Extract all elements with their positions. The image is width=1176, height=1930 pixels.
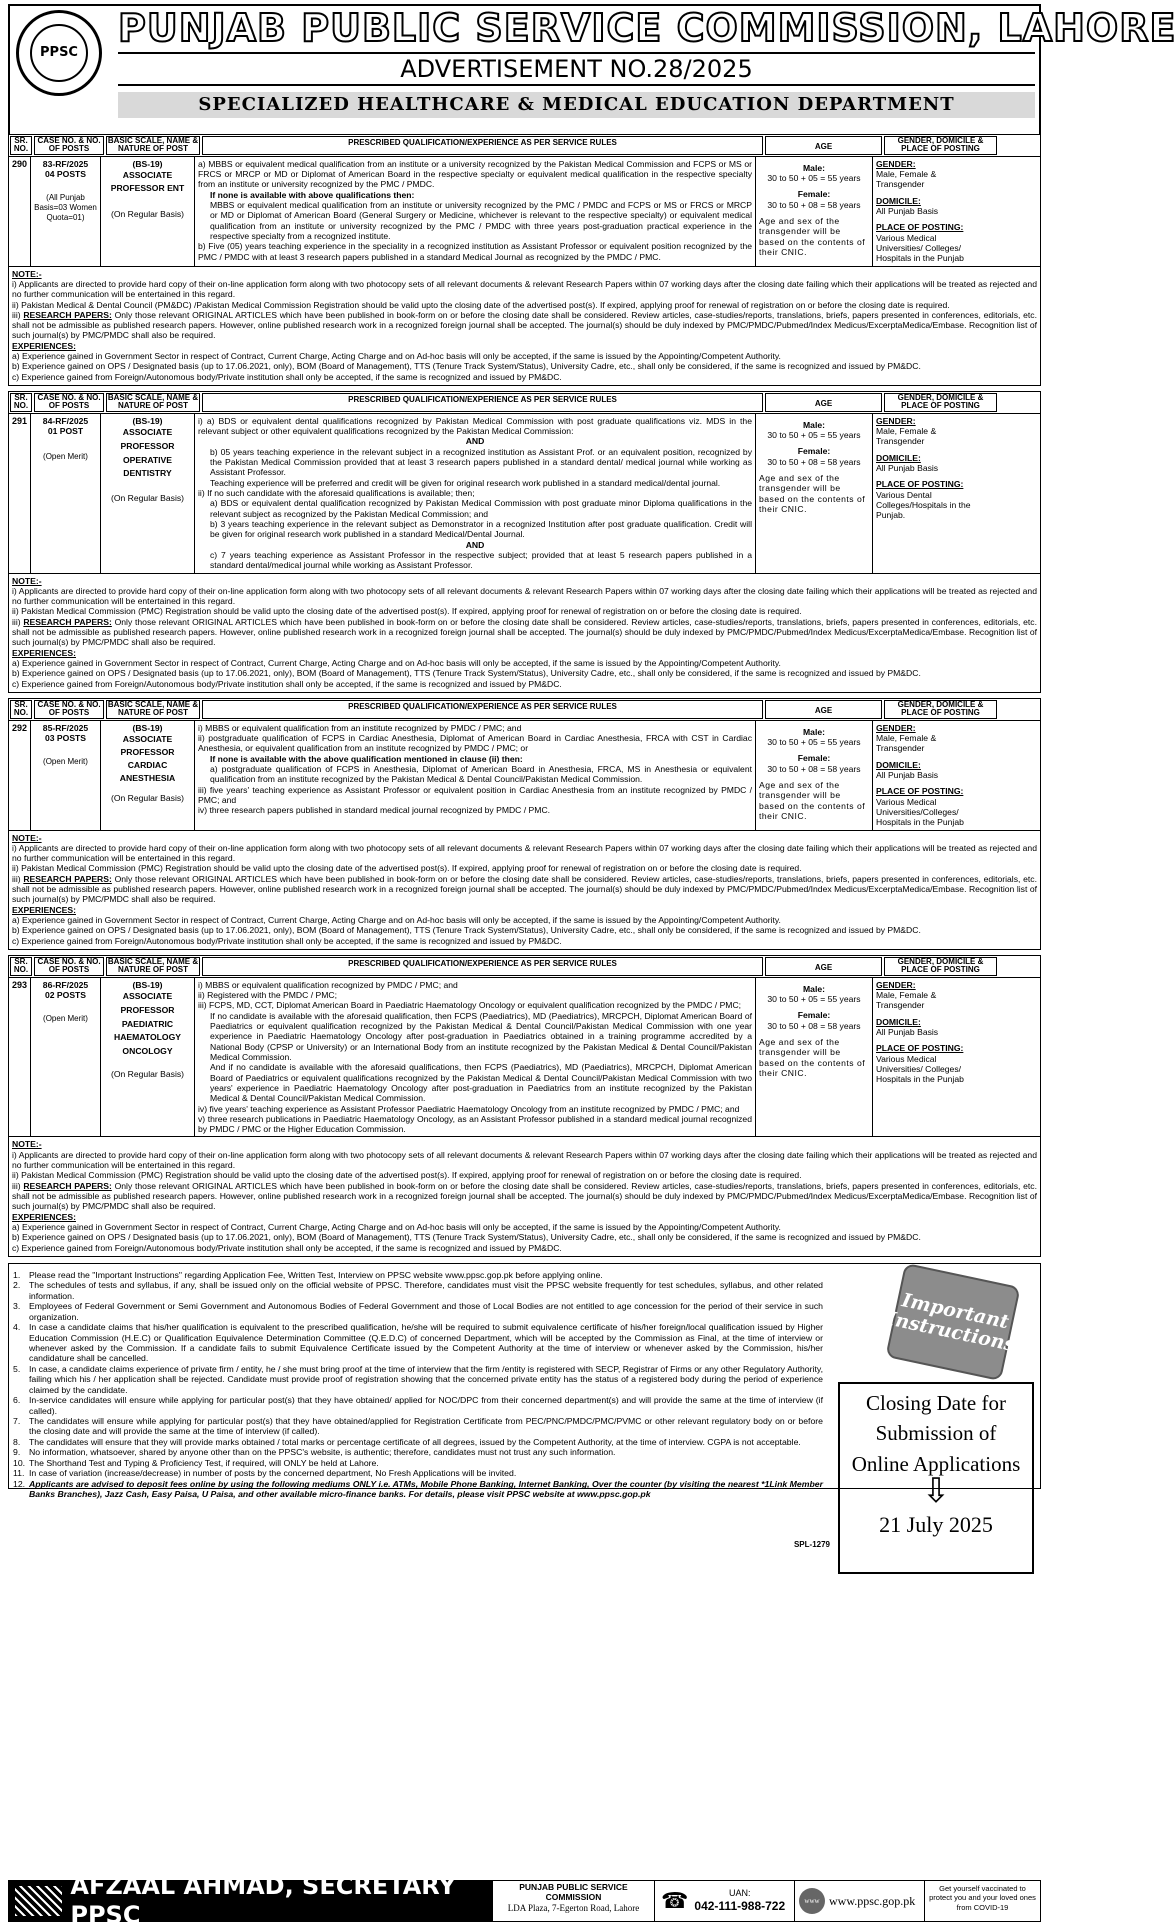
nature: (On Regular Basis): [110, 792, 185, 803]
quota: (Open Merit): [43, 757, 88, 767]
column-header-row: [9, 135, 1040, 156]
research-papers-text: Only those relevant ORIGINAL ARTICLES which have been published in book-form on or before the closing date shall be considered. Review articles, case-studies/reports, translations, briefs, papers presented in conferences, editorials, etc. shall not be admissible as published research papers. However, online published research work in a recognized foreign journal shall be accepted. The journal(s) should be duly indexed by PMC/PMDC/Pubmed/Index Medicus/ExcerptaMedica/Embase. Recognition list of such journal(s) by PMC/PMDC shall also be required.: [12, 1180, 1037, 1212]
qual-line: b) 05 years teaching experience in the relevant subject in a recognized institution as Assistant Prof. or an equivalent position, recognized by the Pakistan Medical Commission provided that at least 3 research papers published in a standard dental/ medical journal while working as Assistant Professor.: [210, 446, 752, 478]
covid-message: Get yourself vaccinated to protect you and your loved ones from COVID-19: [929, 1884, 1036, 1912]
note-item: b) Experience gained on OPS / Designated basis (up to 17.06.2021, only), BOM (Board of Management), TTS (Tenure Track System/Status), University Cadre, etc., shall only be considered, if the same is recognized and issued by PM&DC.: [12, 1232, 921, 1243]
gender-domicile: [873, 414, 986, 573]
col-scale: BASIC SCALE, NAME & NATURE OF POST: [107, 136, 199, 154]
age-male-label: Male:: [803, 726, 825, 737]
note-item: ii) Pakistan Medical Commission (PMC) Registration should be valid upto the closing date of the advertised post(s). If expired, applying proof for renewal of registration on or before the closing date is required.: [12, 863, 802, 874]
instruction-text: Employees of Federal Government or Semi Government and Autonomous Bodies of Federal Government and those of Local Bodies are not entitled to age concession for the period of their service in such organization.: [29, 1301, 823, 1322]
age-male: 30 to 50 + 05 = 55 years: [767, 173, 861, 184]
note-item: c) Experience gained from Foreign/Autonomous body/Private institution shall only be accepted, if the same is recognized and issued by PM&DC.: [12, 1242, 562, 1253]
gender-label: GENDER:: [876, 415, 916, 426]
note-item: iii) RESEARCH PAPERS: Only those relevant ORIGINAL ARTICLES which have been published in book-form on or before the closing date shall be considered. Review articles, case-studies/reports, translations, briefs, papers presented in conferences, editorials, etc. shall not be admissible as published research papers. However, online published research work in a recognized foreign journal shall be accepted. The journal(s) should be duly indexed by PMC/PMDC/Pubmed/Index Medicus/ExcerptaMedica/Embase. Recognition list of such journal(s) by PMC/PMDC shall also be required.: [12, 1180, 1037, 1212]
post-name: ASSOCIATE PROFESSOR PAEDIATRIC HAEMATOLOGY ONCOLOGY: [114, 991, 181, 1057]
post-case: [31, 721, 101, 830]
domicile: All Punjab Basis: [876, 463, 939, 474]
instructions-list: [9, 1264, 827, 1500]
research-papers-label: RESEARCH PAPERS:: [23, 616, 112, 627]
number-of-posts: 02 POSTS: [44, 990, 87, 1001]
instruction-number: 11.: [13, 1468, 25, 1479]
nature: (On Regular Basis): [110, 1068, 185, 1079]
gender-label: GENDER:: [876, 979, 916, 990]
age-female-label: Female:: [797, 189, 831, 200]
gender-domicile: [873, 721, 986, 830]
closing-line: Closing Date for: [866, 1390, 1006, 1415]
col-scale: BASIC SCALE, NAME & NATURE OF POST: [107, 699, 199, 718]
instruction-text: The schedules of tests and syllabus, if any, shall be issued only on the official website of PPSC. Therefore, candidates must visit the PPSC website frequently for test schedules, syllabus, and other related information.: [29, 1280, 823, 1301]
note-title: NOTE:-: [12, 575, 42, 586]
instruction-number: 1.: [13, 1269, 21, 1280]
note-item: ii) Pakistan Medical & Dental Council (PM&DC) /Pakistan Medical Commission Registration should be valid upto the closing date of the advertised post(s). If expired, applying proof for renewal of registration on or before the closing date is required.: [12, 299, 950, 310]
domicile-label: DOMICILE:: [876, 195, 921, 206]
domicile: All Punjab Basis: [876, 206, 939, 217]
commission-address: [493, 1881, 655, 1921]
instruction-item: [13, 1280, 823, 1301]
qual-line: b) Five (05) years teaching experience in the speciality in a recognized institution as Assistant Professor or equivalent position recognized by the PMC / PMDC with at least 3 research papers published in a standard Medical Journal as recognized by the PMDC / PMC.: [198, 241, 752, 262]
instruction-text: Please read the "Important Instructions" regarding Application Fee, Written Test, Interview on PPSC website www.ppsc.gop.pk before applying online.: [29, 1269, 603, 1280]
age-male-label: Male:: [803, 983, 825, 994]
note-title: NOTE:-: [12, 832, 42, 843]
note-item: a) Experience gained in Government Sector in respect of Contract, Current Charge, Acting Charge and on Ad-hoc basis will only be accepted, if the same is issued by the Appointing/Competent Authority.: [12, 658, 781, 668]
instruction-number: 8.: [13, 1436, 21, 1447]
instruction-item: [13, 1416, 823, 1437]
gender: Male, Female & Transgender: [876, 990, 937, 1011]
qual-line: If no candidate is available with the aforesaid qualification, then FCPS (Paediatrics), MD (Paediatrics), MRCPCH, Diplomat American Board of Paediatrics or equivalent qualification recognized by the Pakistan Medical & Dental Council/Pakistan Medical Commission with one year experience in Paediatric Haematology Oncology after post-graduation in Paediatrics obtained in a training programme accredited by a National Body (CPSP or University) or an International Body from an institute recognized by the Pakistan Medical & Dental Council/Pakistan Medical Commission.: [210, 1010, 752, 1062]
qual-line: iv) three research papers published in standard medical journal recognized by PMDC / PMC.: [198, 805, 551, 816]
instruction-item: [13, 1468, 823, 1478]
qual-line: AND: [465, 539, 485, 550]
age-female: 30 to 50 + 08 = 58 years: [767, 1020, 861, 1031]
instruction-item: [13, 1395, 823, 1416]
uan-contact: [655, 1881, 795, 1921]
instruction-number: 6.: [13, 1395, 21, 1406]
footer: [8, 1872, 1041, 1929]
posting: Various Medical Universities/ Colleges/ Hospitals in the Punjab: [876, 1053, 964, 1085]
case-number: 85-RF/2025: [42, 722, 89, 733]
post-case: [31, 414, 101, 573]
age: [756, 157, 873, 266]
globe-icon: www: [799, 1888, 825, 1914]
number-of-posts: 04 POSTS: [44, 169, 87, 180]
secretary-banner: [9, 1872, 493, 1929]
post-case: [31, 157, 101, 266]
scale: (BS-19): [132, 415, 163, 426]
instruction-number: 10.: [13, 1457, 26, 1468]
note-block: [9, 573, 1040, 692]
age-note: Age and sex of the transgender will be based on the contents of their CNIC.: [759, 779, 866, 821]
note-item: i) Applicants are directed to provide hard copy of their on-line application form along with two photocopy sets of all relevant documents & relevant Research Papers within 07 working days after the closing date failing which their applications will be treated as rejected and no further communication will be entertained in this regard.: [12, 585, 1037, 607]
age-female: 30 to 50 + 08 = 58 years: [767, 199, 861, 210]
domicile-label: DOMICILE:: [876, 759, 921, 770]
down-arrow-icon: ⇩: [921, 1473, 951, 1511]
col-case: CASE NO. & NO. OF POSTS: [34, 700, 104, 719]
column-header-row: [9, 956, 1040, 977]
note-item: a) Experience gained in Government Sector in respect of Contract, Current Charge, Acting Charge and on Ad-hoc basis will only be accepted, if the same is issued by the Appointing/Competent Authority.: [12, 351, 781, 362]
advertisement-number: ADVERTISEMENT NO.28/2025: [118, 52, 1035, 86]
secretary-name: AFZAAL AHMAD, SECRETARY PPSC: [70, 1872, 456, 1929]
research-papers-label: RESEARCH PAPERS:: [23, 309, 112, 320]
age-female: 30 to 50 + 08 = 58 years: [767, 456, 861, 467]
post-scale: [101, 157, 195, 266]
qual-line: c) 7 years teaching experience as Assistant Professor in the respective subject; provided that at least 5 research papers published in a standard dental/medical journal while working as Assistant Professor.: [210, 549, 752, 571]
post-293-section: [8, 955, 1041, 1257]
gender-label: GENDER:: [876, 158, 916, 169]
instruction-number: 9.: [13, 1447, 21, 1458]
qual-line: If none is available with the above qualification mentioned in clause (ii) then:: [210, 753, 523, 764]
note-block: [9, 266, 1040, 385]
post-case: [31, 978, 101, 1137]
qual-line: Teaching experience will be preferred and credit will be given for original research work published in a standard medical/dental journal.: [210, 477, 721, 488]
research-papers-text: Only those relevant ORIGINAL ARTICLES which have been published in book-form on or before the closing date shall be considered. Review articles, case-studies/reports, translations, briefs, papers presented in conferences, editorials, etc. shall not be admissible as published research papers. However, online published research work in a recognized foreign journal shall be accepted. The journal(s) should be duly indexed by PMC/PMDC/Pubmed/Index Medicus/ExcerptaMedica/Embase. Recognition list of such journal(s) by PMC/PMDC shall also be required.: [12, 309, 1037, 341]
header: [8, 4, 1176, 134]
ppsc-logo: [16, 10, 102, 96]
note-block: [9, 1136, 1040, 1255]
instruction-number: 5.: [13, 1363, 21, 1374]
post-sr: 291: [9, 414, 31, 573]
age-female-label: Female:: [797, 753, 831, 764]
note-item: a) Experience gained in Government Sector in respect of Contract, Current Charge, Acting Charge and on Ad-hoc basis will only be accepted, if the same is issued by the Appointing/Competent Authority.: [12, 915, 781, 926]
research-papers-text: Only those relevant ORIGINAL ARTICLES which have been published in book-form on or before the closing date shall be considered. Review articles, case-studies/reports, translations, briefs, papers presented in conferences, editorials, etc. shall not be admissible as published research papers. However, online published research work in a recognized foreign journal shall be accepted. The journal(s) should be duly indexed by PMC/PMDC/Pubmed/Index Medicus/ExcerptaMedica/Embase. Recognition list of such journal(s) by PMC/PMDC shall also be required.: [12, 616, 1037, 648]
age-male: 30 to 50 + 05 = 55 years: [767, 430, 861, 441]
col-gender: GENDER, DOMICILE & PLACE OF POSTING: [884, 957, 997, 976]
gender-domicile: [873, 978, 986, 1137]
qual-line: And if no candidate is available with the aforesaid qualifications, then FCPS (Paediatrics), MD (Paediatrics), MRCPCH, Diplomat American Board of Paediatrics or equivalent qualifications recognized by the Pakistan Medical & Dental Council/Pakistan Medical Commission with two years' experience in Paediatric Haematology Oncology after post-graduation in Paediatrics from an institute recognized by the Pakistan Medical & Dental Council/Pakistan Medical Commission.: [210, 1062, 752, 1104]
instruction-item: [13, 1270, 823, 1280]
post-sr: 290: [9, 157, 31, 266]
note-item: c) Experience gained from Foreign/Autonomous body/Private institution shall only be accepted, if the same is recognized and issued by PM&DC.: [12, 935, 562, 946]
address-line: PUNJAB PUBLIC SERVICE COMMISSION: [519, 1882, 628, 1902]
pattern-icon: [15, 1886, 62, 1916]
note-item: c) Experience gained from Foreign/Autonomous body/Private institution shall only be accepted, if the same is recognized and issued by PM&DC.: [12, 371, 562, 382]
age-male: 30 to 50 + 05 = 55 years: [767, 737, 861, 748]
website-link[interactable]: www.ppsc.gop.pk: [829, 1893, 916, 1908]
col-qualification: PRESCRIBED QUALIFICATION/EXPERIENCE AS PER SERVICE RULES: [202, 700, 763, 719]
closing-line: Submission of: [875, 1421, 997, 1446]
col-qualification: PRESCRIBED QUALIFICATION/EXPERIENCE AS PER SERVICE RULES: [202, 393, 763, 412]
instruction-text: In case a candidate claims that his/her qualification is equivalent to the prescribed qualification, he/she will be required to submit equivalence certificate of his/her foreign/local qualification issued by Higher Education Commission (H.E.C) or Qualification Equivalence Determination Committee (Q.E.D.C) of concerned Department, which will be accepted by the Commission as Final, at the time of interview or whenever asked by the Commission. If a candidate fails to submit Equivalence Certificate issued by the Competent Authority at the time of interview or whenever asked by the Commission, his/her candidature shall be cancelled.: [29, 1322, 823, 1364]
important-instructions: [8, 1263, 1041, 1549]
experiences-title: EXPERIENCES:: [12, 1211, 76, 1222]
research-papers-text: Only those relevant ORIGINAL ARTICLES which have been published in book-form on or before the closing date shall be considered. Review articles, case-studies/reports, translations, briefs, papers presented in conferences, editorials, etc. shall not be admissible as published research papers. However, online published research work in a recognized foreign journal shall be accepted. The journal(s) should be duly indexed by PMC/PMDC/Pubmed/Index Medicus/ExcerptaMedica/Embase. Recognition list of such journal(s) by PMC/PMDC shall also be required.: [12, 873, 1037, 905]
website[interactable]: [795, 1881, 925, 1921]
closing-line: Online Applications: [851, 1451, 1021, 1476]
nature: (On Regular Basis): [110, 493, 185, 504]
col-age: AGE: [765, 957, 882, 976]
qual-line: i) MBBS or equivalent qualification recognized by PMDC / PMC; and: [198, 979, 458, 990]
instruction-item: [13, 1447, 823, 1457]
instruction-item: [13, 1322, 823, 1364]
col-case: CASE NO. & NO. OF POSTS: [34, 136, 104, 155]
col-case: CASE NO. & NO. OF POSTS: [34, 957, 104, 976]
note-item: i) Applicants are directed to provide hard copy of their on-line application form along with two photocopy sets of all relevant documents & relevant Research Papers within 07 working days after the closing date failing which their applications will be treated as rejected and no further communication will be entertained in this regard.: [12, 1149, 1037, 1171]
note-item: i) Applicants are directed to provide hard copy of their on-line application form along with two photocopy sets of all relevant documents & relevant Research Papers within 07 working days after the closing date failing which their applications will be treated as rejected and no further communication will be entertained in this regard.: [12, 278, 1037, 300]
col-gender: GENDER, DOMICILE & PLACE OF POSTING: [884, 393, 997, 412]
closing-date: 21 July 2025: [879, 1512, 993, 1538]
note-title: NOTE:-: [12, 268, 42, 279]
organization-title: PUNJAB PUBLIC SERVICE COMMISSION, LAHORE: [118, 6, 1176, 50]
spl-number: SPL-1279: [793, 1539, 830, 1549]
note-item: iii) RESEARCH PAPERS: Only those relevant ORIGINAL ARTICLES which have been published in book-form on or before the closing date shall be considered. Review articles, case-studies/reports, translations, briefs, papers presented in conferences, editorials, etc. shall not be admissible as published research papers. However, online published research work in a recognized foreign journal shall be accepted. The journal(s) should be duly indexed by PMC/PMDC/Pubmed/Index Medicus/ExcerptaMedica/Embase. Recognition list of such journal(s) by PMC/PMDC shall also be required.: [12, 309, 1037, 341]
instruction-text: In-service candidates will ensure while applying for particular post(s) that they have obtained/ applied for NOC/DPC from their concerned department(s) and will provide the same at the time of interview (if called).: [29, 1395, 823, 1416]
col-gender: GENDER, DOMICILE & PLACE OF POSTING: [884, 136, 997, 155]
experiences-title: EXPERIENCES:: [12, 340, 76, 351]
nature: (On Regular Basis): [110, 208, 185, 219]
qual-line: i) a) BDS or equivalent dental qualifications recognized by Pakistan Medical Commission with post graduate qualifications viz. MDS in the relevant subject or other equivalent qualifications recognized by the Pakistan Medical Commission:: [198, 415, 752, 437]
research-papers-label: RESEARCH PAPERS:: [23, 873, 112, 884]
age-note: Age and sex of the transgender will be based on the contents of their CNIC.: [759, 1037, 866, 1078]
age-female-label: Female:: [797, 1010, 831, 1021]
instruction-number: 7.: [13, 1416, 21, 1426]
note-title: NOTE:-: [12, 1139, 42, 1150]
qual-line: iii) five years' teaching experience as Assistant Professor or equivalent position in Cardiac Anesthesia from an institute recognized by PMDC / PMC; and: [198, 784, 752, 805]
posting-label: PLACE OF POSTING:: [876, 479, 964, 490]
col-scale: BASIC SCALE, NAME & NATURE OF POST: [107, 393, 199, 411]
qual-line: a) BDS or equivalent dental qualification recognized by Pakistan Medical Commission with post graduate minor Diploma qualifications in the relevant subject as recognized by the Pakistan Medical Commission; and: [210, 498, 752, 519]
logo-text: PPSC: [30, 24, 88, 82]
instruction-number: 2.: [13, 1280, 21, 1291]
post-291-section: [8, 391, 1041, 693]
domicile-label: DOMICILE:: [876, 1016, 921, 1027]
note-item: b) Experience gained on OPS / Designated basis (up to 17.06.2021, only), BOM (Board of Management), TTS (Tenure Track System/Status), University Cadre, etc., shall only be considered, if the same is recognized and issued by PM&DC.: [12, 668, 921, 679]
post-name: ASSOCIATE PROFESSOR OPERATIVE DENTISTRY: [120, 427, 175, 479]
age: [756, 414, 873, 573]
age: [756, 721, 873, 830]
qualification: [195, 978, 756, 1137]
scale: (BS-19): [132, 158, 163, 169]
note-item: i) Applicants are directed to provide hard copy of their on-line application form along with two photocopy sets of all relevant documents & relevant Research Papers within 07 working days after the closing date failing which their applications will be treated as rejected and no further communication will be entertained in this regard.: [12, 842, 1037, 864]
closing-date-box: [838, 1382, 1034, 1574]
col-gender: GENDER, DOMICILE & PLACE OF POSTING: [884, 700, 997, 719]
uan-label: UAN:: [729, 1888, 751, 1899]
qual-line: a) postgraduate qualification of FCPS in Anesthesia, Diplomat of American Board in Anesthesia, FRCA, MS in Anesthesia or equivalent qualification from an institute recognized by the Pakistan Medical & Dental Council/Pakistan Medical Commission.: [210, 763, 752, 785]
age: [756, 978, 873, 1137]
gender-label: GENDER:: [876, 722, 916, 733]
address-line: LDA Plaza, 7-Egerton Road, Lahore: [507, 1902, 640, 1913]
department-title: SPECIALIZED HEALTHCARE & MEDICAL EDUCATION DEPARTMENT: [118, 92, 1035, 118]
gender-domicile: [873, 157, 986, 266]
note-item: b) Experience gained on OPS / Designated basis (up to 17.06.2021, only), BOM (Board of Management), TTS (Tenure Track System/Status), University Cadre, etc., shall only be considered, if the same is recognized and issued by PM&DC.: [12, 361, 921, 372]
instruction-text: In case of variation (increase/decrease) in number of posts by the concerned department, No Fresh Applications will be invited.: [29, 1468, 517, 1479]
qual-line: MBBS or equivalent medical qualification from an institute or university recognized by the PMC / PMDC and FCPS or MS or FRCS or MRCP or MD or Diplomat of American Board (General Surgery or Medicine, whichever is relevant to the respective specialty) or equivalent medical qualification from an institute or university recognized by the PMC / PMDC with three years post-graduation practical experience in the respective specialty from a recognized institute.: [210, 200, 752, 241]
instruction-text: In case, a candidate claims experience of private firm / entity, he / she must bring proof at the time of interview that the firm /entity is registered with SECP, Registrar of Firms or any other Regulatory Authority, failing which his / her application shall be rejected. Candidate must provide proof of registration showing that the concerned private entity has the status of a registered body during the period of experience claimed by the candidate.: [29, 1363, 823, 1395]
col-sr: SR. NO.: [10, 957, 32, 976]
quota: (Open Merit): [43, 452, 88, 462]
instruction-text: The candidates will ensure while applying for particular post(s) that they have obtained/applied for Registration Certificate from PEC/PNC/PMDC/PMC/PVMC or other relevant regulatory body on or before the closing date and will provide the same at the time of interview (if called).: [29, 1416, 823, 1437]
instruction-number: 4.: [13, 1322, 21, 1333]
gender: Male, Female & Transgender: [876, 169, 937, 190]
experiences-title: EXPERIENCES:: [12, 647, 76, 658]
qualification: [195, 414, 756, 573]
uan-number: 042-111-988-722: [694, 1899, 786, 1914]
instruction-number: 3.: [13, 1301, 21, 1312]
age-male-label: Male:: [803, 162, 825, 173]
col-qualification: PRESCRIBED QUALIFICATION/EXPERIENCE AS PER SERVICE RULES: [202, 957, 763, 976]
instruction-item: [13, 1364, 823, 1395]
note-item: iii) RESEARCH PAPERS: Only those relevant ORIGINAL ARTICLES which have been published in book-form on or before the closing date shall be considered. Review articles, case-studies/reports, translations, briefs, papers presented in conferences, editorials, etc. shall not be admissible as published research papers. However, online published research work in a recognized foreign journal shall be accepted. The journal(s) should be duly indexed by PMC/PMDC/Pubmed/Index Medicus/ExcerptaMedica/Embase. Recognition list of such journal(s) by PMC/PMDC shall also be required.: [12, 616, 1037, 648]
note-item: ii) Pakistan Medical Commission (PMC) Registration should be valid upto the closing date of the advertised post(s). If expired, applying proof for renewal of registration on or before the closing date is required.: [12, 606, 802, 617]
instruction-number: 12.: [13, 1478, 26, 1489]
col-qualification: PRESCRIBED QUALIFICATION/EXPERIENCE AS PER SERVICE RULES: [202, 136, 763, 155]
qual-line: ii) Registered with the PMDC / PMC;: [198, 990, 337, 1001]
phone-icon: ☎: [661, 1887, 689, 1913]
note-block: [9, 830, 1040, 949]
col-sr: SR. NO.: [10, 136, 32, 155]
note-item: ii) Pakistan Medical Commission (PMC) Registration should be valid upto the closing date of the advertised post(s). If expired, applying proof for renewal of registration on or before the closing date is required.: [12, 1170, 802, 1181]
qual-line: v) three research publications in Paediatric Haematology Oncology, as an Assistant Professor published in a standard medical journal recognized by PMDC / PMC or the Higher Education Commission.: [198, 1113, 752, 1135]
post-sr: 292: [9, 721, 31, 830]
qual-line: iv) five years' teaching experience as Assistant Professor Paediatric Haematology Oncology from an institute recognized by PMDC / PMC; and: [198, 1103, 740, 1114]
scale: (BS-19): [132, 722, 163, 733]
post-name: ASSOCIATE PROFESSOR CARDIAC ANESTHESIA: [119, 734, 176, 783]
age-note: Age and sex of the transgender will be based on the contents of their CNIC.: [759, 473, 866, 514]
gender: Male, Female & Transgender: [876, 733, 937, 754]
col-case: CASE NO. & NO. OF POSTS: [34, 393, 104, 412]
research-papers-label: RESEARCH PAPERS:: [23, 1180, 112, 1191]
column-header-row: [9, 699, 1040, 720]
column-header-row: [9, 392, 1040, 413]
age-female: 30 to 50 + 08 = 58 years: [767, 763, 861, 774]
col-scale: BASIC SCALE, NAME & NATURE OF POST: [107, 956, 199, 975]
note-item: c) Experience gained from Foreign/Autonomous body/Private institution shall only be accepted, if the same is recognized and issued by PM&DC.: [12, 678, 562, 689]
gender: Male, Female & Transgender: [876, 426, 937, 447]
number-of-posts: 01 POST: [47, 426, 84, 437]
post-name: ASSOCIATE PROFESSOR ENT: [110, 170, 185, 193]
instruction-item: [13, 1479, 823, 1500]
instruction-item: [13, 1437, 823, 1447]
qual-line: ii) If no such candidate with the aforesaid qualifications is available; then;: [198, 488, 475, 498]
note-item: iii) RESEARCH PAPERS: Only those relevant ORIGINAL ARTICLES which have been published in book-form on or before the closing date shall be considered. Review articles, case-studies/reports, translations, briefs, papers presented in conferences, editorials, etc. shall not be admissible as published research papers. However, online published research work in a recognized foreign journal shall be accepted. The journal(s) should be duly indexed by PMC/PMDC/Pubmed/Index Medicus/ExcerptaMedica/Embase. Recognition list of such journal(s) by PMC/PMDC shall also be required.: [12, 873, 1037, 905]
post-scale: [101, 414, 195, 573]
col-age: AGE: [765, 136, 882, 155]
qual-line: iii) FCPS, MD, CCT, Diplomat American Board in Paediatric Haematology Oncology or equivalent qualification recognized by the PMDC / PMC;: [198, 1000, 742, 1011]
case-number: 86-RF/2025: [42, 979, 89, 990]
case-number: 84-RF/2025: [42, 415, 89, 426]
post-sr: 293: [9, 978, 31, 1137]
quota: (Open Merit): [43, 1014, 88, 1024]
number-of-posts: 03 POSTS: [44, 733, 87, 744]
post-290-section: [8, 134, 1041, 386]
important-instructions-tag: Important Instructions: [885, 1263, 1020, 1381]
age-male-label: Male:: [803, 419, 825, 430]
post-scale: [101, 978, 195, 1137]
note-item: a) Experience gained in Government Sector in respect of Contract, Current Charge, Acting Charge and on Ad-hoc basis will only be accepted, if the same is issued by the Appointing/Competent Authority.: [12, 1221, 781, 1232]
age-male: 30 to 50 + 05 = 55 years: [767, 994, 861, 1005]
instruction-item: [13, 1458, 823, 1468]
qual-line: AND: [465, 436, 485, 447]
qualification: [195, 157, 756, 266]
qual-line: a) MBBS or equivalent medical qualification from an institute or a university recognized by the Pakistan Medical Commission and FCPS or MS or FRCS or MRCP or MD or Diplomat of American Board in the respective specialty or equivalent medical qualification in the respective specialty from an institute or university recognized by the PMC / PMDC.: [198, 158, 752, 190]
scale: (BS-19): [132, 979, 163, 990]
posting-label: PLACE OF POSTING:: [876, 786, 964, 797]
posting: Various Dental Colleges/Hospitals in the Punjab.: [876, 489, 971, 521]
age-female-label: Female:: [797, 446, 831, 457]
qualification: [195, 721, 756, 830]
domicile-label: DOMICILE:: [876, 452, 921, 463]
domicile: All Punjab Basis: [876, 1027, 939, 1037]
qual-line: ii) postgraduate qualification of FCPS in Cardiac Anesthesia, Diplomat of American Board in Cardiac Anesthesia, FRCA with CST in Cardiac Anesthesia, or equivalent qualification from an institute recognized by PMDC / PMC; or: [198, 733, 752, 754]
instruction-item: [13, 1301, 823, 1322]
col-age: AGE: [765, 700, 882, 719]
quota: (All Punjab Basis=03 Women Quota=01): [34, 193, 97, 222]
instruction-text: The candidates will ensure that they will provide marks obtained / total marks or percentage certificate of all degrees, issued by the Competent Authority, at the time of interview. CGPA is not acceptable.: [29, 1436, 801, 1447]
qual-line: If none is available with above qualifications then:: [210, 189, 415, 200]
case-number: 83-RF/2025: [42, 158, 89, 169]
domicile: All Punjab Basis: [876, 769, 939, 780]
col-age: AGE: [765, 393, 882, 412]
instruction-text: No information, whatsoever, shared by anyone other than on the PPSC's website, is authentic; therefore, candidates must not trust any such information.: [29, 1447, 616, 1458]
post-scale: [101, 721, 195, 830]
qual-line: i) MBBS or equivalent qualification from an institute recognized by PMDC / PMC; and: [198, 722, 522, 733]
col-sr: SR. NO.: [10, 393, 32, 412]
posting-label: PLACE OF POSTING:: [876, 222, 964, 233]
qual-line: b) 3 years teaching experience in the relevant subject as Demonstrator in a recognized Institution after post graduate qualification. Credit will be given for original research work published in a standard Medical/Dental Journal.: [210, 518, 752, 540]
col-sr: SR. NO.: [10, 700, 32, 719]
post-292-section: [8, 698, 1041, 950]
note-item: b) Experience gained on OPS / Designated basis (up to 17.06.2021, only), BOM (Board of Management), TTS (Tenure Track System/Status), University Cadre, etc., shall only be considered, if the same is recognized and issued by PM&DC.: [12, 925, 921, 936]
posting: Various Medical Universities/Colleges/ Hospitals in the Punjab: [876, 796, 964, 828]
posting-label: PLACE OF POSTING:: [876, 1043, 964, 1054]
instruction-text: The Shorthand Test and Typing & Proficiency Test, if required, will ONLY be held at Lahore.: [29, 1457, 379, 1468]
experiences-title: EXPERIENCES:: [12, 904, 76, 915]
instruction-text: Applicants are advised to deposit fees online by using the following mediums ONLY i.e. ATMs, Mobile Phone Banking, Internet Banking, Over the counter (by visiting the nearest *1Link Member Banks Branches), Jazz Cash, Easy Paisa, U Paisa, and other available micro-finance banks. For details, please visit PPSC website at www.ppsc.gop.pk: [29, 1478, 823, 1500]
posting: Various Medical Universities/ Colleges/ Hospitals in the Punjab: [876, 232, 964, 264]
age-note: Age and sex of the transgender will be based on the contents of their CNIC.: [759, 216, 866, 257]
